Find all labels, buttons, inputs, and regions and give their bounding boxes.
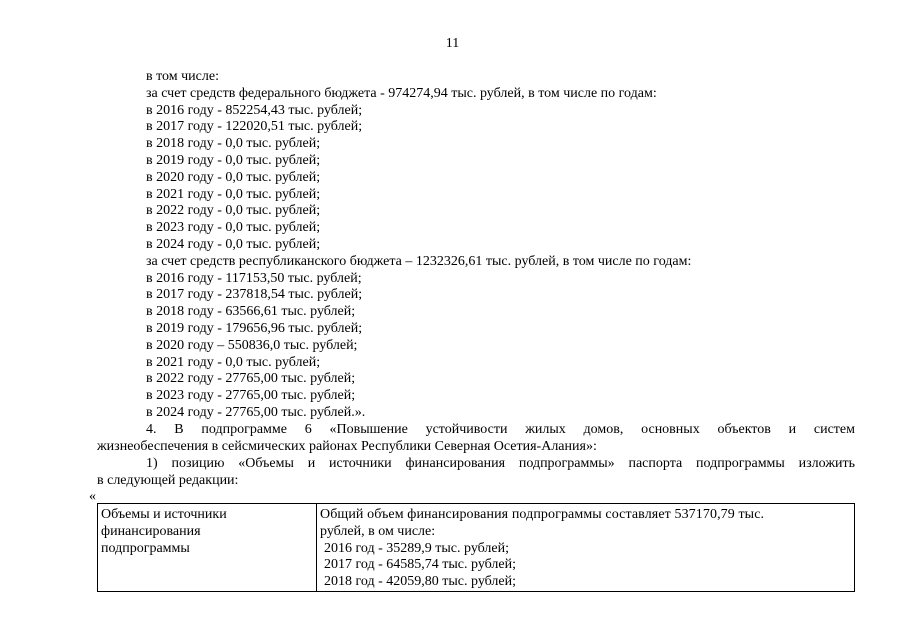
page-number: 11: [445, 36, 460, 51]
table-row: [98, 504, 855, 592]
funding-line: в 2018 году - 63566,61 тыс. рублей;: [146, 304, 356, 320]
funding-line: в 2023 году - 0,0 тыс. рублей;: [146, 220, 321, 236]
passport-table: [97, 503, 855, 592]
position-value-cell: [317, 504, 855, 592]
funding-line: в 2022 году - 0,0 тыс. рублей;: [146, 203, 321, 219]
funding-line: в 2016 году - 117153,50 тыс. рублей;: [146, 270, 362, 286]
funding-line: за счет средств федерального бюджета - 974274,94 тыс. рублей, в том числе по годам:: [146, 85, 657, 101]
funding-line: в 2020 году – 550836,0 тыс. рублей;: [146, 337, 358, 353]
funding-line: в 2021 году - 0,0 тыс. рублей;: [146, 186, 321, 202]
year-line: 2016 год - 35289,9 тыс. рублей;: [324, 540, 510, 556]
year-line: 2018 год - 42059,80 тыс. рублей;: [324, 574, 517, 590]
funding-line: в 2020 году - 0,0 тыс. рублей;: [146, 169, 321, 185]
funding-line: в 2024 году - 27765,00 тыс. рублей.».: [146, 404, 366, 420]
funding-line: в 2016 году - 852254,43 тыс. рублей;: [146, 102, 363, 118]
paragraph-1: [97, 456, 855, 490]
position-name-line: подпрограммы: [101, 540, 190, 556]
paragraph-1-line-2: в следующей редакции:: [97, 472, 239, 488]
position-name-cell: [98, 504, 317, 592]
funding-line: в 2021 году - 0,0 тыс. рублей;: [146, 354, 321, 370]
funding-line: за счет средств республиканского бюджета – 1232326,61 тыс. рублей, в том числе по годам:: [146, 253, 692, 269]
paragraph-4-line-1: 4. В подпрограмме 6 «Повышение устойчивости жилых домов, основных объектов и систем: [146, 422, 855, 437]
year-line: 2017 год - 64585,74 тыс. рублей;: [324, 557, 517, 573]
funding-line: в 2019 году - 179656,96 тыс. рублей;: [146, 320, 363, 336]
paragraph-4-line-2: жизнеобеспечения в сейсмических районах Республики Северная Осетия-Алания»:: [97, 438, 597, 454]
funding-line: в 2022 году - 27765,00 тыс. рублей;: [146, 371, 356, 387]
open-quote: «: [89, 489, 96, 504]
funding-line: в 2018 году - 0,0 тыс. рублей;: [146, 136, 321, 152]
paragraph-4: [97, 422, 855, 456]
funding-line: в 2017 году - 237818,54 тыс. рублей;: [146, 287, 363, 303]
total-volume-line-2: рублей, в ом числе:: [320, 523, 436, 539]
funding-line: в том числе:: [146, 69, 219, 84]
total-volume-line: Общий объем финансирования подпрограммы составляет 537170,79 тыс.: [320, 507, 765, 522]
position-name-line: Объемы и источники: [101, 507, 227, 522]
funding-line: в 2017 году - 122020,51 тыс. рублей;: [146, 119, 363, 135]
funding-line: в 2023 году - 27765,00 тыс. рублей;: [146, 388, 356, 404]
paragraph-1-line-1: 1) позицию «Объемы и источники финансирования подпрограммы» паспорта подпрограммы изложить: [146, 456, 855, 471]
position-name-line: финансирования: [101, 523, 201, 539]
funding-lines: [146, 69, 691, 422]
funding-line: в 2024 году - 0,0 тыс. рублей;: [146, 236, 321, 252]
funding-line: в 2019 году - 0,0 тыс. рублей;: [146, 152, 321, 168]
